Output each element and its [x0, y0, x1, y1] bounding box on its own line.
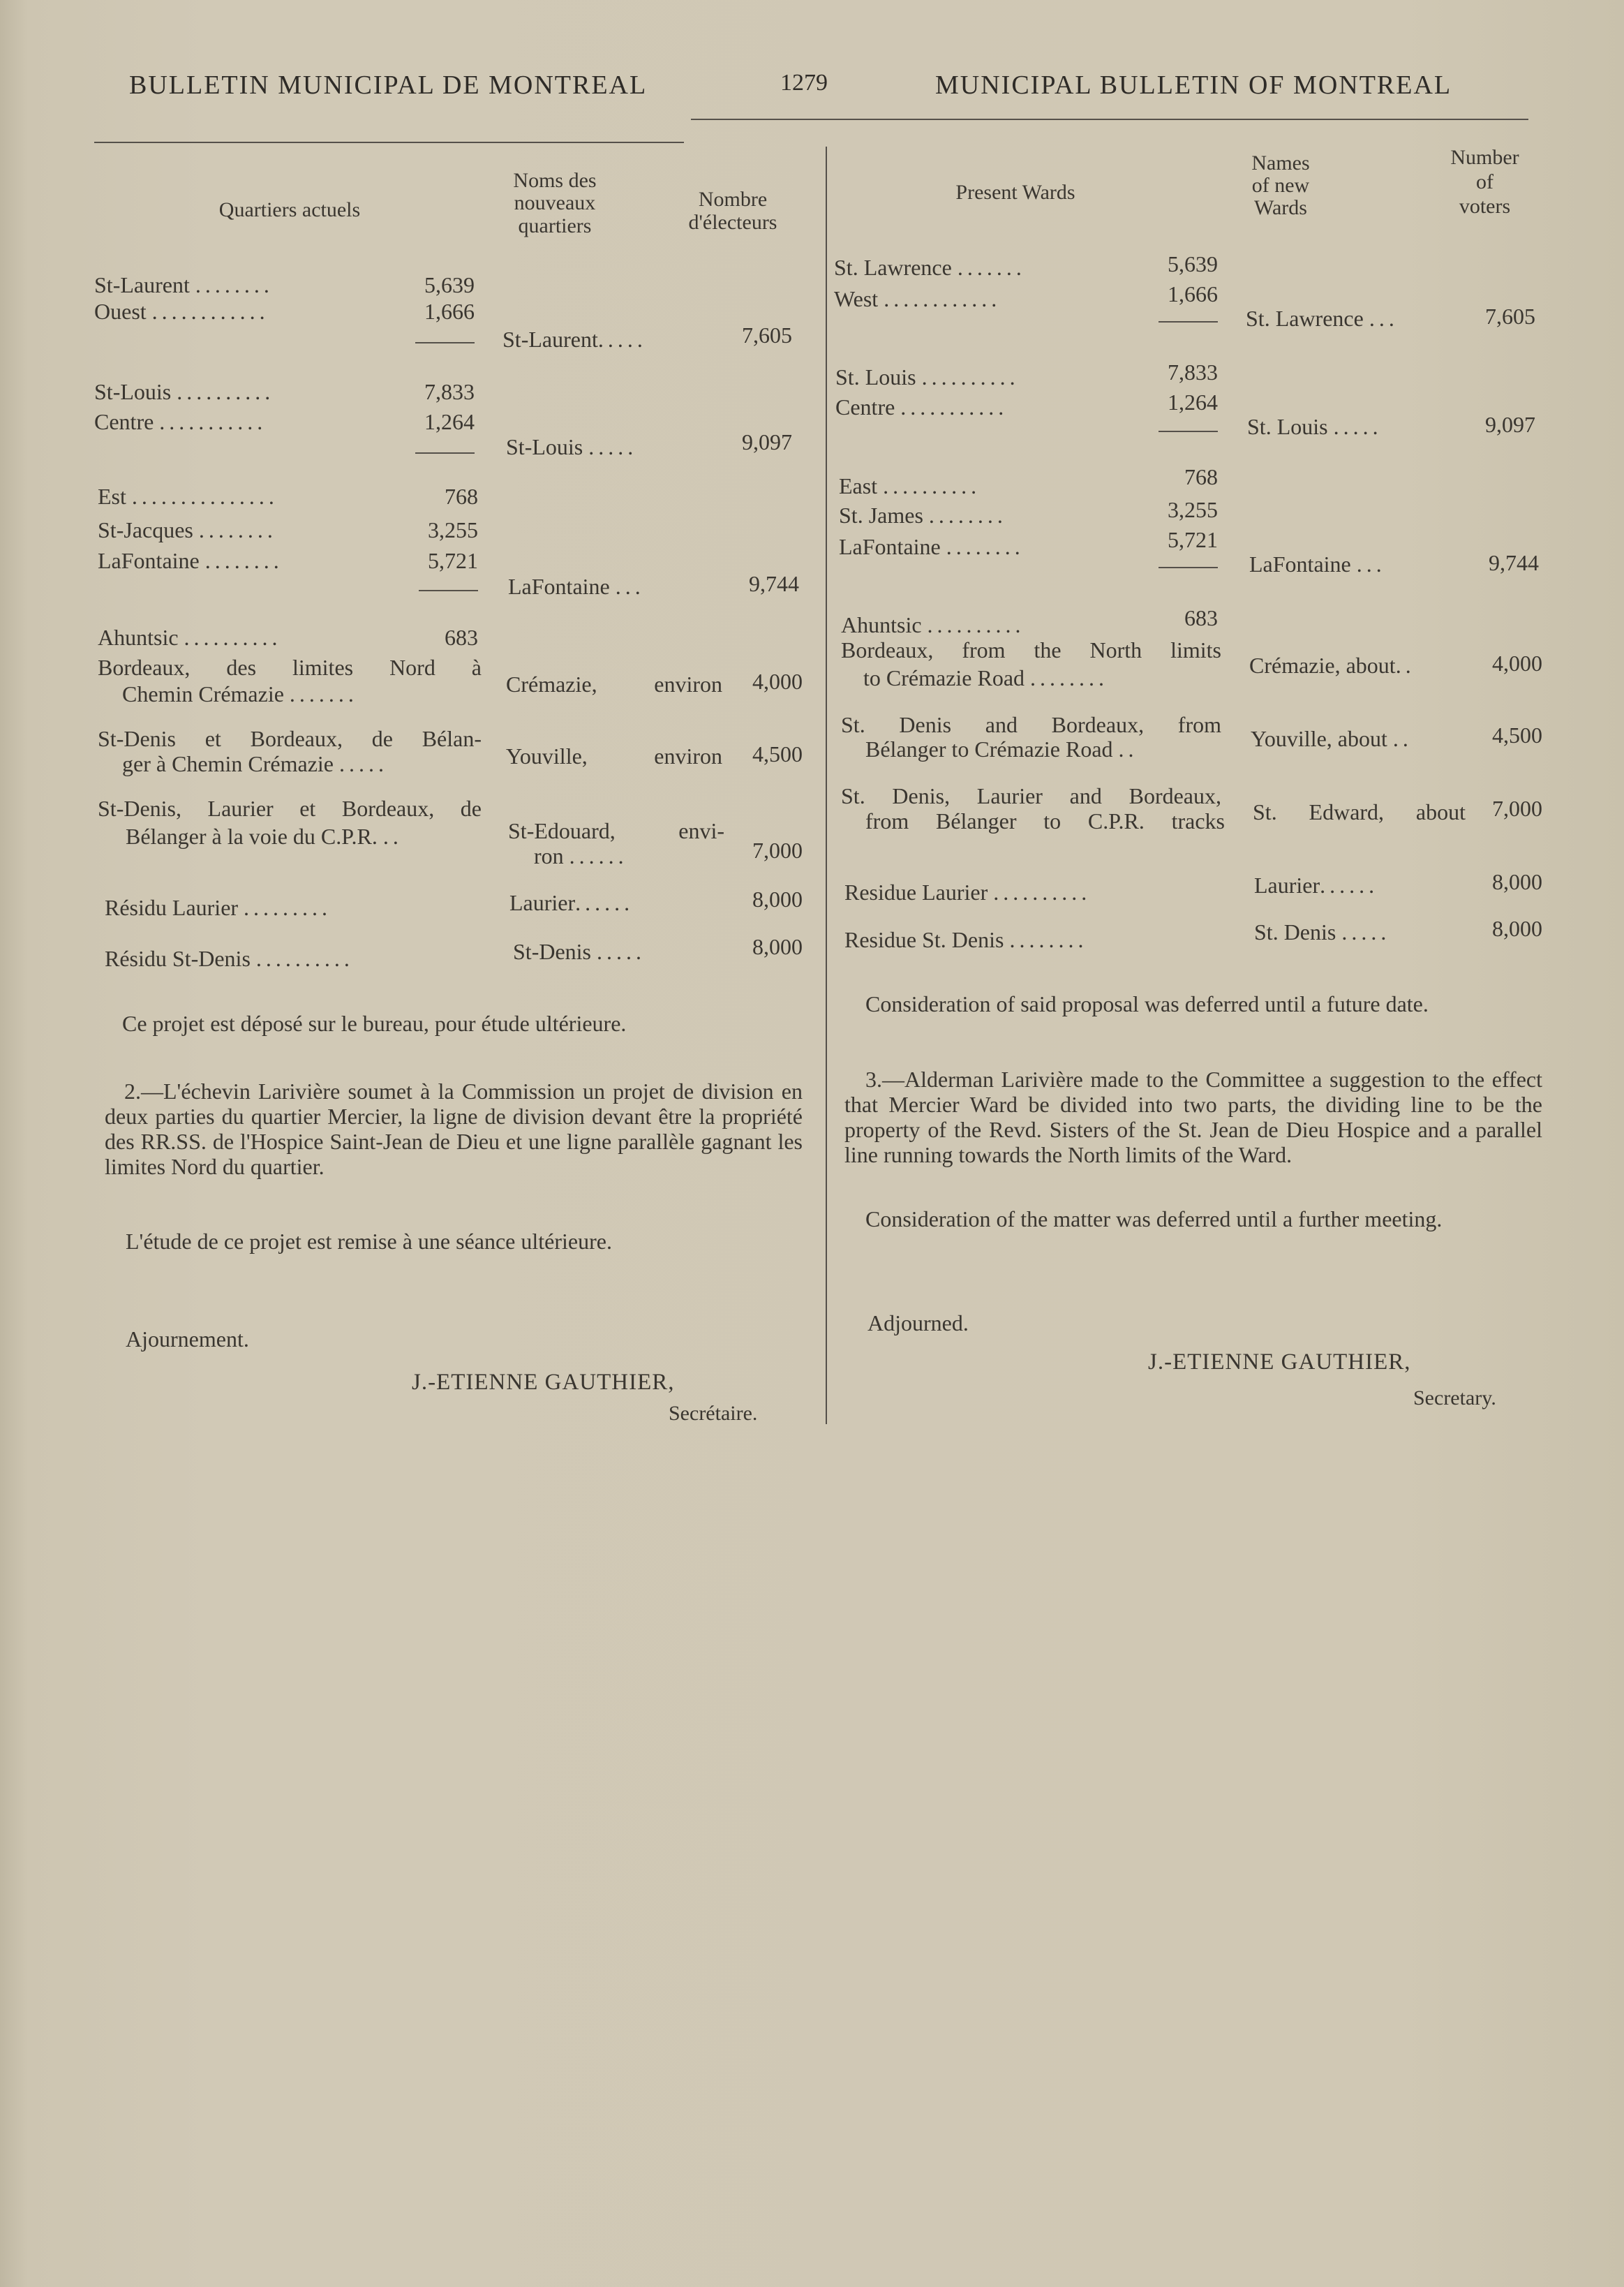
en-total: 4,000: [1492, 651, 1542, 676]
en-head-new-3: Wards: [1254, 196, 1307, 219]
fr-adjourn: Ajournement.: [126, 1326, 249, 1352]
en-head-current: Present Wards: [955, 181, 1075, 204]
en-head-voters-1: Number: [1450, 146, 1519, 169]
fr-row-label: Ouest ............: [94, 299, 269, 324]
fr-total: 4,500: [752, 741, 803, 767]
fr-row-label: Bordeaux, des limites Nord à: [98, 655, 482, 680]
en-row-label: Bordeaux, from the North limits: [841, 637, 1221, 663]
en-total: 4,500: [1492, 723, 1542, 748]
en-row-value: 5,721: [1168, 527, 1218, 552]
column-divider: [826, 147, 827, 1424]
en-new-ward: St. Louis .....: [1247, 414, 1383, 439]
en-sum-line: [1159, 567, 1218, 568]
en-total: 7,605: [1485, 304, 1535, 329]
en-total: 8,000: [1492, 869, 1542, 894]
en-row-label: St. Louis ..........: [835, 364, 1020, 390]
en-head-voters-3: voters: [1459, 195, 1511, 218]
fr-head-new-2: nouveaux: [514, 191, 596, 214]
fr-head-voters-2: d'électeurs: [688, 211, 777, 234]
en-total: 9,744: [1489, 550, 1539, 575]
en-row-label: St. Denis and Bordeaux, from: [841, 712, 1221, 737]
fr-total: 4,000: [752, 669, 803, 694]
page-number: 1279: [780, 70, 828, 96]
fr-total: 7,605: [742, 323, 792, 348]
fr-row-label: Chemin Crémazie .......: [122, 681, 358, 706]
en-row-value: 1,264: [1168, 390, 1218, 415]
fr-total: 9,097: [742, 429, 792, 454]
en-row-label: LaFontaine ........: [839, 534, 1025, 559]
fr-row-value: 5,721: [428, 548, 478, 573]
fr-signature-title: Secrétaire.: [669, 1402, 758, 1425]
fr-head-current: Quartiers actuels: [218, 198, 361, 221]
fr-row-label: Résidu St-Denis ..........: [105, 946, 354, 971]
en-new-ward: Laurier......: [1254, 873, 1379, 898]
en-row-label: to Crémazie Road ........: [863, 665, 1109, 690]
fr-row-label: ger à Chemin Crémazie .....: [122, 751, 388, 776]
fr-row-label: St-Denis, Laurier et Bordeaux, de: [98, 796, 482, 821]
fr-item-2: 2.—L'échevin Larivière soumet à la Commission un projet de division en deux parties du quartier Mercier, la ligne de division devant être la propriété des RR.SS. de l'Hospice Saint-Jean de Dieu et une ligne parallèle gagnant les limites Nord du quartier.: [105, 1079, 803, 1179]
en-row-label: Residue Laurier ..........: [844, 880, 1092, 905]
fr-new-ward: St-Denis .....: [513, 939, 646, 964]
fr-total: 7,000: [752, 838, 803, 863]
en-new-ward: St. Denis .....: [1254, 919, 1391, 945]
fr-new-ward: LaFontaine ...: [508, 574, 645, 599]
fr-row-value: 7,833: [424, 379, 475, 404]
en-row-value: 683: [1184, 605, 1218, 630]
fr-row-value: 1,264: [424, 409, 475, 434]
fr-new-ward: ron ......: [534, 843, 628, 868]
fr-row-label: Résidu Laurier .........: [105, 895, 332, 920]
fr-row-value: 5,639: [424, 272, 475, 297]
en-signature-title: Secretary.: [1413, 1386, 1496, 1409]
en-row-value: 7,833: [1168, 360, 1218, 385]
fr-head-new-3: quartiers: [518, 214, 592, 237]
en-row-label: Residue St. Denis ........: [844, 927, 1088, 952]
en-sum-line: [1159, 431, 1218, 432]
fr-row-label: Centre ...........: [94, 409, 267, 434]
fr-new-ward: St-Edouard, envi-: [508, 818, 724, 843]
en-row-label: West ............: [834, 286, 1001, 311]
en-row-label: Bélanger to Crémazie Road ..: [865, 737, 1138, 762]
en-row-label: East ..........: [839, 473, 981, 498]
fr-new-ward: Youville, environ: [506, 743, 722, 769]
en-row-value: 3,255: [1168, 497, 1218, 522]
en-total: 9,097: [1485, 412, 1535, 437]
fr-row-value: 683: [445, 625, 478, 650]
fr-row-label: St-Denis et Bordeaux, de Bélan-: [98, 726, 482, 751]
en-row-label: Ahuntsic ..........: [841, 612, 1025, 637]
fr-head-voters-1: Nombre: [698, 188, 768, 211]
en-new-ward: Crémazie, about..: [1249, 653, 1415, 678]
en-row-label: from Bélanger to C.P.R. tracks: [865, 808, 1225, 834]
fr-row-label: St-Laurent ........: [94, 272, 274, 297]
fr-total: 8,000: [752, 887, 803, 912]
fr-head-new-1: Noms des: [513, 169, 597, 192]
fr-row-value: 3,255: [428, 517, 478, 542]
en-sum-line: [1159, 321, 1218, 323]
en-note-2: Consideration of the matter was deferred until a further meeting.: [865, 1206, 1443, 1231]
en-row-label: St. Lawrence .......: [834, 255, 1026, 280]
fr-note-1: Ce projet est déposé sur le bureau, pour étude ultérieure.: [122, 1011, 627, 1036]
fr-total: 9,744: [749, 571, 799, 596]
en-note-1: Consideration of said proposal was deferred until a future date.: [865, 991, 1429, 1016]
fr-new-ward: St-Louis .....: [506, 434, 638, 459]
en-total: 7,000: [1492, 796, 1542, 821]
fr-sum-line: [415, 452, 475, 454]
en-adjourn: Adjourned.: [867, 1310, 969, 1335]
en-item-3: 3.—Alderman Larivière made to the Committee a suggestion to the effect that Mercier Ward be divided into two parts, the dividing line to be the property of the Revd. Sisters of the St. Jean de Dieu Hospice and a parallel line running towards the North limits of the Ward.: [844, 1067, 1542, 1167]
en-row-label: Centre ...........: [835, 394, 1008, 420]
fr-new-ward: Laurier......: [509, 890, 634, 915]
en-row-value: 768: [1184, 464, 1218, 489]
fr-row-value: 768: [445, 484, 478, 509]
en-total: 8,000: [1492, 916, 1542, 941]
en-row-label: St. James ........: [839, 503, 1007, 528]
header-left-title: BULLETIN MUNICIPAL DE MONTREAL: [129, 71, 648, 100]
en-row-value: 5,639: [1168, 251, 1218, 276]
en-row-label: St. Denis, Laurier and Bordeaux,: [841, 783, 1221, 808]
en-head-voters-2: of: [1476, 170, 1493, 193]
en-head-new-2: of new: [1251, 174, 1310, 197]
en-new-ward: St. Lawrence ...: [1246, 306, 1399, 331]
en-new-ward: St. Edward, about: [1253, 799, 1466, 824]
fr-new-ward: St-Laurent.....: [502, 327, 647, 352]
fr-row-label: Bélanger à la voie du C.P.R. ..: [126, 824, 403, 849]
fr-note-2: L'étude de ce projet est remise à une séance ultérieure.: [126, 1229, 612, 1254]
header-rule-right: [691, 119, 1528, 120]
fr-row-label: Ahuntsic ..........: [98, 625, 282, 650]
fr-signature: J.-ETIENNE GAUTHIER,: [412, 1370, 675, 1395]
fr-sum-line: [419, 590, 478, 591]
fr-new-ward: Crémazie, environ: [506, 672, 722, 697]
header-right-title: MUNICIPAL BULLETIN OF MONTREAL: [935, 71, 1452, 100]
fr-row-label: LaFontaine ........: [98, 548, 283, 573]
en-head-new-1: Names: [1251, 151, 1310, 175]
fr-sum-line: [415, 342, 475, 343]
header-rule-left: [94, 142, 684, 143]
fr-row-label: St-Louis ..........: [94, 379, 275, 404]
fr-total: 8,000: [752, 934, 803, 959]
fr-row-value: 1,666: [424, 299, 475, 324]
fr-row-label: St-Jacques ........: [98, 517, 277, 542]
en-signature: J.-ETIENNE GAUTHIER,: [1148, 1349, 1411, 1375]
fr-row-label: Est ...............: [98, 484, 278, 509]
en-new-ward: LaFontaine ...: [1249, 552, 1386, 577]
en-row-value: 1,666: [1168, 281, 1218, 306]
en-new-ward: Youville, about ..: [1251, 726, 1413, 751]
